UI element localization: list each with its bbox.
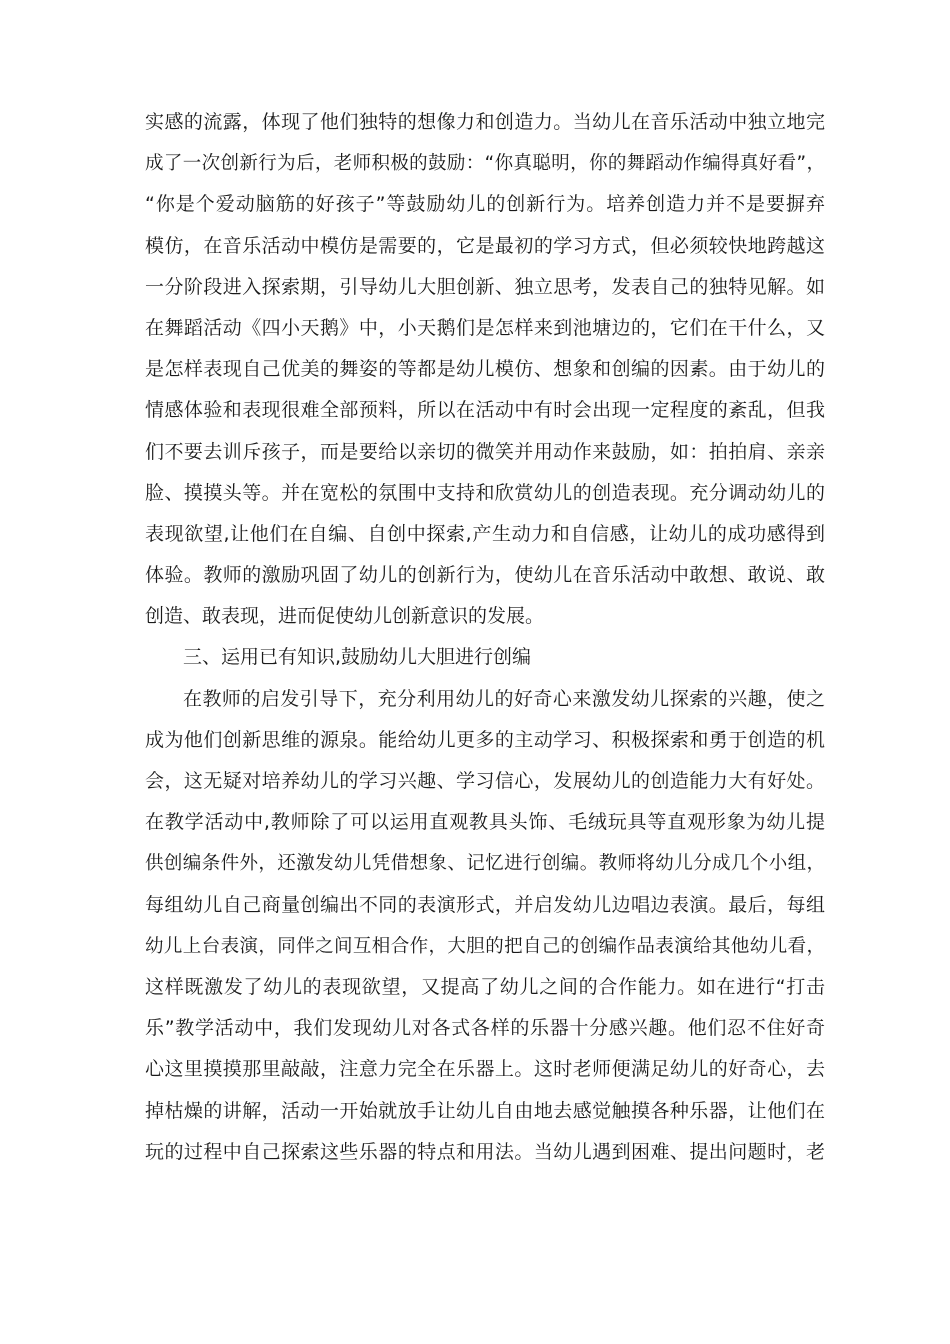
text-line: 这样既激发了幼儿的表现欲望，又提高了幼儿之间的合作能力。如在进行“打击 <box>145 975 825 998</box>
text-line: 心这里摸摸那里敲敲，注意力完全在乐器上。这时老师便满足幼儿的好奇心，去 <box>145 1058 825 1081</box>
text-line: “你是个爱动脑筋的好孩子”等鼓励幼儿的创新行为。培养创造力并不是要摒弃 <box>145 193 825 216</box>
text-line: 在舞蹈活动《四小天鹅》中，小天鹅们是怎样来到池塘边的，它们在干什么，又 <box>145 316 825 339</box>
text-line: 每组幼儿自己商量创编出不同的表演形式，并启发幼儿边唱边表演。最后，每组 <box>145 893 825 916</box>
text-line: 体验。教师的激励巩固了幼儿的创新行为，使幼儿在音乐活动中敢想、敢说、敢 <box>145 564 825 587</box>
text-line: 玩的过程中自己探索这些乐器的特点和用法。当幼儿遇到困难、提出问题时，老 <box>145 1140 825 1163</box>
paragraph-2 <box>145 679 825 1173</box>
text-line: 表现欲望,让他们在自编、自创中探索,产生动力和自信感，让幼儿的成功感得到 <box>145 522 825 545</box>
text-line: 会，这无疑对培养幼儿的学习兴趣、学习信心，发展幼儿的创造能力大有好处。 <box>145 770 825 792</box>
paragraph-1 <box>145 102 825 637</box>
text-line: 创造、敢表现，进而促使幼儿创新意识的发展。 <box>145 605 545 628</box>
text-line: 在教师的启发引导下，充分利用幼儿的好奇心来激发幼儿探索的兴趣，使之 <box>183 687 825 710</box>
text-line: 模仿，在音乐活动中模仿是需要的，它是最初的学习方式，但必须较快地跨越这 <box>145 234 825 257</box>
text-line: 情感体验和表现很难全部预料，所以在活动中有时会出现一定程度的紊乱，但我 <box>145 399 825 422</box>
text-line: 一分阶段进入探索期，引导幼儿大胆创新、独立思考，发表自己的独特见解。如 <box>145 275 825 298</box>
text-line: 实感的流露，体现了他们独特的想像力和创造力。当幼儿在音乐活动中独立地完 <box>145 111 825 133</box>
text-line: 脸、摸摸头等。并在宽松的氛围中支持和欣赏幼儿的创造表现。充分调动幼儿的 <box>145 481 825 504</box>
document-body <box>145 102 825 1173</box>
text-line: 们不要去训斥孩子，而是要给以亲切的微笑并用动作来鼓励，如：拍拍肩、亲亲 <box>145 440 825 463</box>
section-heading: 三、运用已有知识,鼓励幼儿大胆进行创编 <box>183 646 532 669</box>
text-line: 是怎样表现自己优美的舞姿的等都是幼儿模仿、想象和创编的因素。由于幼儿的 <box>145 358 825 381</box>
text-line: 成为他们创新思维的源泉。能给幼儿更多的主动学习、积极探索和勇于创造的机 <box>145 728 825 751</box>
text-line: 成了一次创新行为后，老师积极的鼓励：“你真聪明，你的舞蹈动作编得真好看”， <box>145 153 825 175</box>
text-line: 在教学活动中,教师除了可以运用直观教具头饰、毛绒玩具等直观形象为幼儿提 <box>145 811 825 834</box>
text-line: 供创编条件外，还激发幼儿凭借想象、记忆进行创编。教师将幼儿分成几个小组， <box>145 853 825 875</box>
text-line: 掉枯燥的讲解，活动一开始就放手让幼儿自由地去感觉触摸各种乐器，让他们在 <box>145 1099 825 1122</box>
text-line: 乐”教学活动中，我们发现幼儿对各式各样的乐器十分感兴趣。他们忍不住好奇 <box>145 1017 825 1040</box>
text-line: 幼儿上台表演，同伴之间互相合作，大胆的把自己的创编作品表演给其他幼儿看， <box>145 935 825 957</box>
